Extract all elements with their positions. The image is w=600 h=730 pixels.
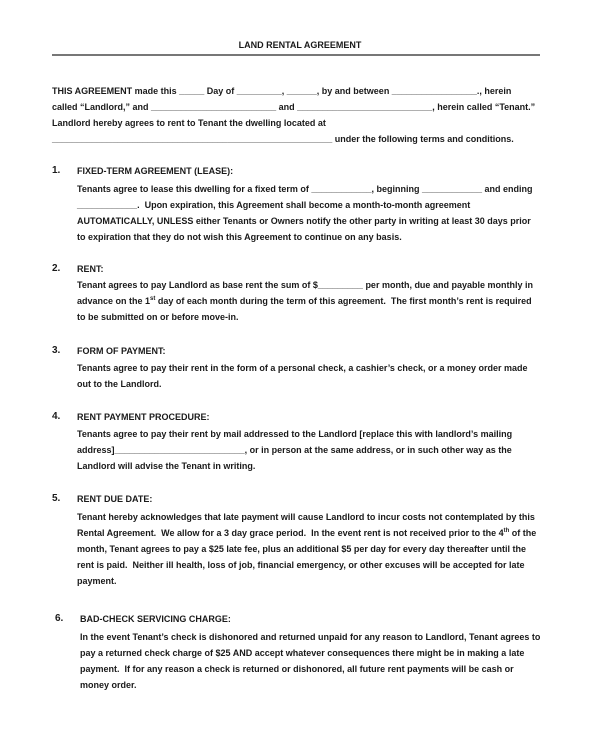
section-number: 5.	[52, 493, 61, 504]
section-line: money order.	[80, 680, 137, 690]
section-line: Tenants agree to pay their rent in the form of a personal check, a cashier’s check, or a money order made	[77, 363, 528, 373]
section-line: out to the Landlord.	[77, 379, 162, 389]
section-line: Tenant agrees to pay Landlord as base rent the sum of $_________ per month, due and payable monthly in	[77, 280, 533, 290]
section-number: 1.	[52, 165, 61, 176]
section-number: 4.	[52, 411, 61, 422]
document-title: LAND RENTAL AGREEMENT	[238, 40, 362, 50]
ordinal-suffix: st	[150, 296, 156, 302]
line-text: Rental Agreement. We allow for a 3 day grace period. In the event rent is not received prior to the 4	[77, 528, 504, 538]
section-line	[77, 294, 532, 308]
section-line: AUTOMATICALLY, UNLESS either Tenants or Owners notify the other party in writing at least 30 days prior	[77, 216, 531, 226]
intro-line: Landlord hereby agrees to rent to Tenant the dwelling located at	[52, 118, 326, 128]
intro-line: called “Landlord,” and _________________________ and ___________________________, herein called “Tenant.”	[52, 102, 536, 112]
section-heading: FORM OF PAYMENT:	[77, 346, 166, 356]
line-text: day of each month during the term of this agreement. The first month’s rent is required	[155, 296, 532, 306]
section-line: ____________. Upon expiration, this Agreement shall become a month-to-month agreement	[77, 200, 471, 210]
section-heading: FIXED-TERM AGREEMENT (LEASE):	[77, 166, 234, 176]
section-line: to expiration that they do not wish this Agreement to continue on any basis.	[77, 232, 402, 242]
section-number: 6.	[55, 613, 64, 624]
section-number: 3.	[52, 345, 61, 356]
section-line: to be submitted on or before move-in.	[77, 312, 239, 322]
section-line: payment.	[77, 576, 117, 586]
section-heading: RENT PAYMENT PROCEDURE:	[77, 412, 210, 422]
section-line: month, Tenant agrees to pay a $25 late fee, plus an additional $5 per day for every day thereafter until the	[77, 544, 526, 554]
section-line: Tenants agree to pay their rent by mail addressed to the Landlord [replace this with landlord’s mailing	[77, 429, 513, 439]
section-line: address]__________________________, or in person at the same address, or in such other way as the	[77, 445, 512, 455]
intro-line: ________________________________________________________ under the following terms and conditions.	[52, 134, 514, 144]
title-divider	[52, 54, 540, 56]
section-heading: RENT:	[77, 264, 104, 274]
section-line: rent is paid. Neither ill health, loss of job, financial emergency, or other excuses will be accepted for late	[77, 560, 525, 570]
section-line: payment. If for any reason a check is returned or dishonored, all future rent payments will be cash or	[80, 664, 514, 674]
section-line: Tenant hereby acknowledges that late payment will cause Landlord to incur costs not contemplated by this	[77, 512, 535, 522]
section-line	[77, 526, 536, 540]
section-heading: RENT DUE DATE:	[77, 494, 153, 504]
line-text: advance on the 1	[77, 296, 151, 306]
line-text: of the	[509, 528, 537, 538]
section-line: In the event Tenant’s check is dishonored and returned unpaid for any reason to Landlord, Tenant agrees to	[80, 632, 541, 642]
section-line: Landlord will advise the Tenant in writing.	[77, 461, 256, 471]
section-number: 2.	[52, 263, 61, 274]
intro-line: THIS AGREEMENT made this _____ Day of _________, ______, by and between _________________., herein	[52, 86, 512, 96]
section-line: Tenants agree to lease this dwelling for a fixed term of ____________, beginning ____________ and ending	[77, 184, 533, 194]
section-line: pay a returned check charge of $25 AND accept whatever consequences there might be in making a late	[80, 648, 525, 658]
section-heading: BAD-CHECK SERVICING CHARGE:	[80, 614, 231, 624]
ordinal-suffix: th	[503, 528, 510, 534]
